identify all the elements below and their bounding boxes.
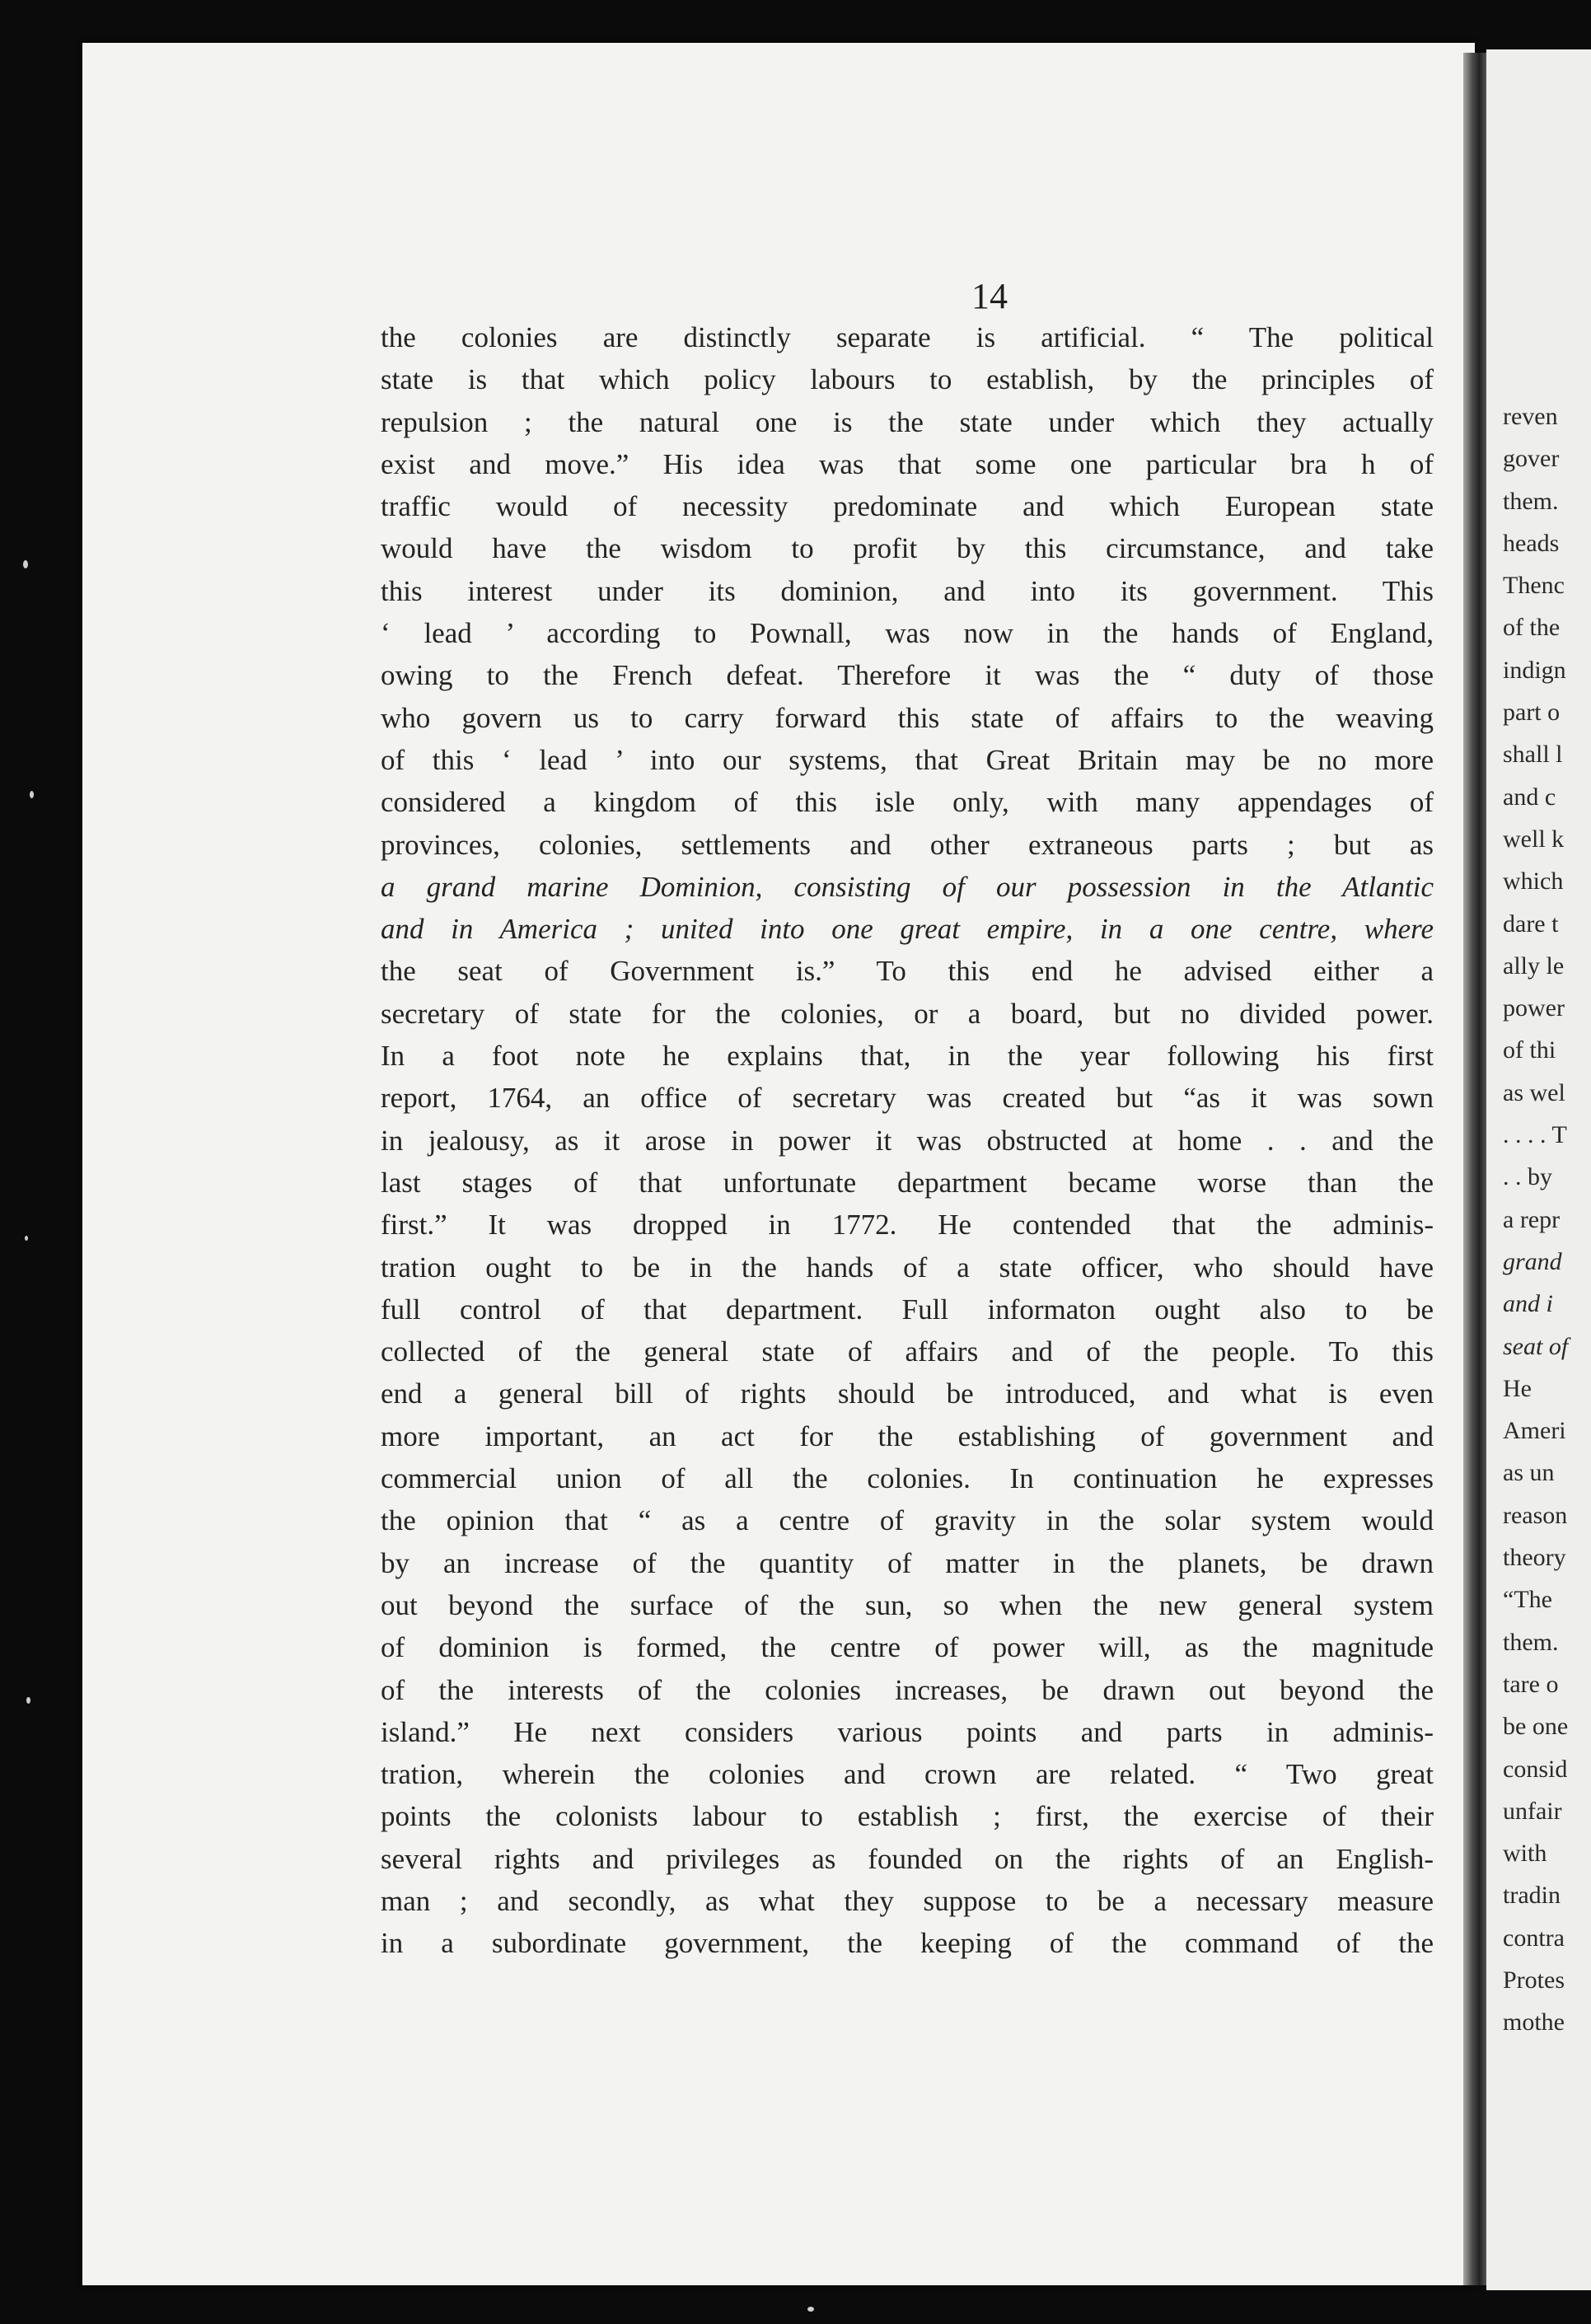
text-line: out beyond the surface of the sun, so when the new general system [381,1588,1434,1621]
facing-page-line: . . by [1503,1163,1552,1191]
text-line: ‘ lead ’ according to Pownall, was now in the hands of England, [381,617,1434,650]
facing-page-line: He [1503,1374,1532,1402]
facing-page-text [1503,395,1568,2044]
text-line: collected of the general state of affairs and of the people. To this [381,1335,1434,1368]
scan-speck [23,560,28,568]
text-line: of this ‘ lead ’ into our systems, that Great Britain may be no more [381,743,1434,776]
text-line: the colonies are distinctly separate is artificial. “ The political [381,321,1434,353]
text-line: the seat of Government is.” To this end he advised either a [381,955,1434,988]
facing-page-line: contra [1503,1924,1565,1952]
text-line: in jealousy, as it arose in power it was obstructed at home . . and the [381,1124,1434,1157]
facing-page-line: as un [1503,1459,1555,1487]
scan-speck [30,791,34,798]
facing-page-line: well k [1503,825,1565,853]
text-line: traffic would of necessity predominate and which European state [381,490,1434,523]
facing-page-line: tare o [1503,1670,1559,1698]
text-line: considered a kingdom of this isle only, with many appendages of [381,786,1434,819]
facing-page-line: Thenc [1503,572,1565,600]
text-line: a grand marine Dominion, consisting of our possession in the Atlantic [381,870,1434,903]
facing-page-line: which [1503,867,1564,895]
facing-page-line: them. [1503,1628,1559,1656]
text-line: man ; and secondly, as what they suppose to be a necessary measure [381,1884,1434,1917]
facing-page-line: Protes [1503,1966,1565,1994]
text-line: of the interests of the colonies increases, be drawn out beyond the [381,1673,1434,1706]
text-line: points the colonists labour to establish ; first, the exercise of their [381,1800,1434,1833]
facing-page-line: shall l [1503,741,1563,769]
scan-speck [26,1697,30,1704]
facing-page-line: indign [1503,656,1566,684]
facing-page-line: be one [1503,1713,1569,1741]
facing-page-line: unfair [1503,1797,1562,1825]
text-line: and in America ; united into one great empire, in a one centre, where [381,913,1434,946]
text-line: state is that which policy labours to establish, by the principles of [381,363,1434,396]
text-line: of dominion is formed, the centre of power will, as the magnitude [381,1631,1434,1664]
facing-page-line: as wel [1503,1078,1565,1106]
facing-page-line: Ameri [1503,1417,1566,1445]
facing-page-line: gover [1503,445,1560,473]
text-line: several rights and privileges as founded on the rights of an English- [381,1842,1434,1875]
facing-page-line: and i [1503,1290,1553,1318]
facing-page-line: tradin [1503,1882,1561,1910]
text-line: owing to the French defeat. Therefore it was the “ duty of those [381,659,1434,692]
facing-page-line: theory [1503,1544,1566,1572]
facing-page-line: reason [1503,1501,1568,1529]
facing-page-line: and c [1503,783,1556,811]
text-line: this interest under its dominion, and into its government. This [381,574,1434,607]
text-line: first.” It was dropped in 1772. He contended that the adminis- [381,1209,1434,1241]
facing-page-line: with [1503,1840,1547,1868]
facing-page-line: mothe [1503,2008,1565,2036]
facing-page-line: part o [1503,699,1561,727]
facing-page-line: “The [1503,1586,1552,1614]
text-line: provinces, colonies, settlements and other extraneous parts ; but as [381,828,1434,861]
book-binding-gutter [1463,53,1486,2285]
facing-page-line: of thi [1503,1036,1556,1064]
text-line: full control of that department. Full informaton ought also to be [381,1293,1434,1326]
facing-page-line: grand [1503,1247,1562,1275]
facing-page-line: of the [1503,614,1561,642]
facing-page-line: reven [1503,403,1558,430]
facing-page-line: them. [1503,487,1559,515]
text-line: tration, wherein the colonies and crown are related. “ Two great [381,1758,1434,1791]
facing-page-line: power [1503,994,1565,1022]
facing-page-line: heads [1503,529,1560,557]
facing-page-line: consid [1503,1755,1568,1783]
scan-speck [25,1236,28,1241]
facing-page-line: a repr [1503,1205,1561,1233]
facing-page-line: seat of [1503,1332,1569,1360]
facing-page-edge [1486,49,1591,2290]
scan-speck [807,2307,814,2312]
text-line: last stages of that unfortunate department became worse than the [381,1166,1434,1199]
facing-page-line: . . . . T [1503,1121,1567,1149]
text-line: report, 1764, an office of secretary was created but “as it was sown [381,1082,1434,1115]
facing-page-line: dare t [1503,909,1559,938]
text-line: who govern us to carry forward this state of affairs to the weaving [381,701,1434,734]
text-line: repulsion ; the natural one is the state under which they actually [381,405,1434,438]
text-line: more important, an act for the establishing of government and [381,1419,1434,1452]
text-line: island.” He next considers various points and parts in adminis- [381,1715,1434,1748]
text-line: by an increase of the quantity of matter in the planets, be drawn [381,1546,1434,1579]
text-line: secretary of state for the colonies, or a board, but no divided power. [381,997,1434,1030]
text-line: end a general bill of rights should be introduced, and what is even [381,1377,1434,1410]
text-line: commercial union of all the colonies. In continuation he expresses [381,1462,1434,1495]
text-line: the opinion that “ as a centre of gravity in the solar system would [381,1504,1434,1537]
text-line: exist and move.” His idea was that some one particular bra h of [381,447,1434,480]
text-line: tration ought to be in the hands of a state officer, who should have [381,1251,1434,1284]
page-number: 14 [971,276,1008,316]
facing-page-line: ally le [1503,952,1565,980]
text-line: in a subordinate government, the keeping of the command of the [381,1927,1434,1960]
body-text [381,316,1434,1965]
text-line: would have the wisdom to profit by this circumstance, and take [381,532,1434,565]
text-line: In a foot note he explains that, in the year following his first [381,1040,1434,1073]
